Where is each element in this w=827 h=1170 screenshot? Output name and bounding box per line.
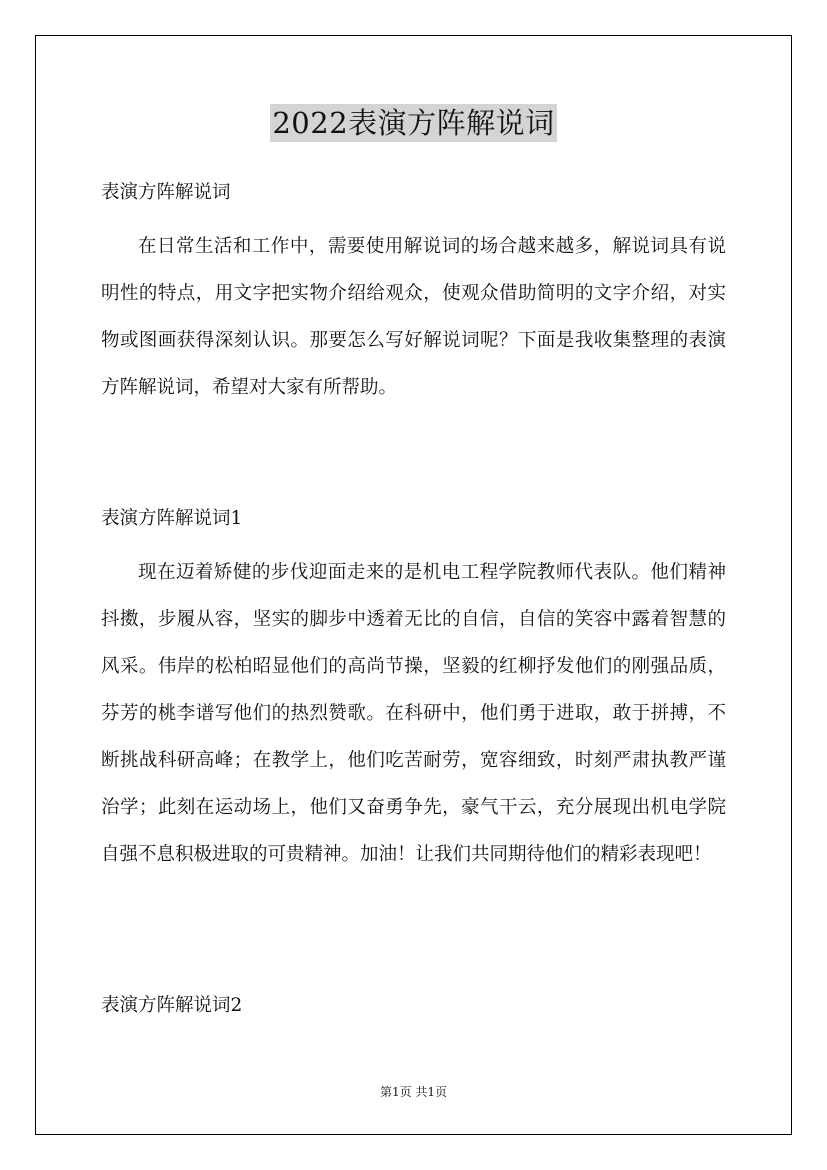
section-2-heading: 表演方阵解说词2 [101,995,243,1016]
title-container [0,104,827,142]
section-1-body: 现在迈着矫健的步伐迎面走来的是机电工程学院教师代表队。他们精神抖擞，步履从容，坚实的脚步中透着无比的自信，自信的笑容中露着智慧的风采。伟岸的松柏昭显他们的高尚节操，坚毅的红柳抒发他们的刚强品质，芬芳的桃李谱写他们的热烈赞歌。在科研中，他们勇于进取，敢于拼搏，不断挑战科研高峰；在教学上，他们吃苦耐劳，宽容细致，时刻严肃执教严谨治学；此刻在运动场上，他们又奋勇争先，豪气干云，充分展现出机电学院自强不息积极进取的可贵精神。加油！让我们共同期待他们的精彩表现吧！ [101,562,726,865]
intro-paragraph: 在日常生活和工作中，需要使用解说词的场合越来越多，解说词具有说明性的特点，用文字把实物介绍给观众，使观众借助简明的文字介绍，对实物或图画获得深刻认识。那要怎么写好解说词呢？下面是我收集整理的表演方阵解说词，希望对大家有所帮助。 [101,236,726,398]
section-1-heading: 表演方阵解说词1 [101,508,243,529]
page-footer: 第1页 共1页 [379,1085,448,1099]
document-title: 2022表演方阵解说词 [272,106,555,140]
document-subtitle: 表演方阵解说词 [101,182,231,203]
